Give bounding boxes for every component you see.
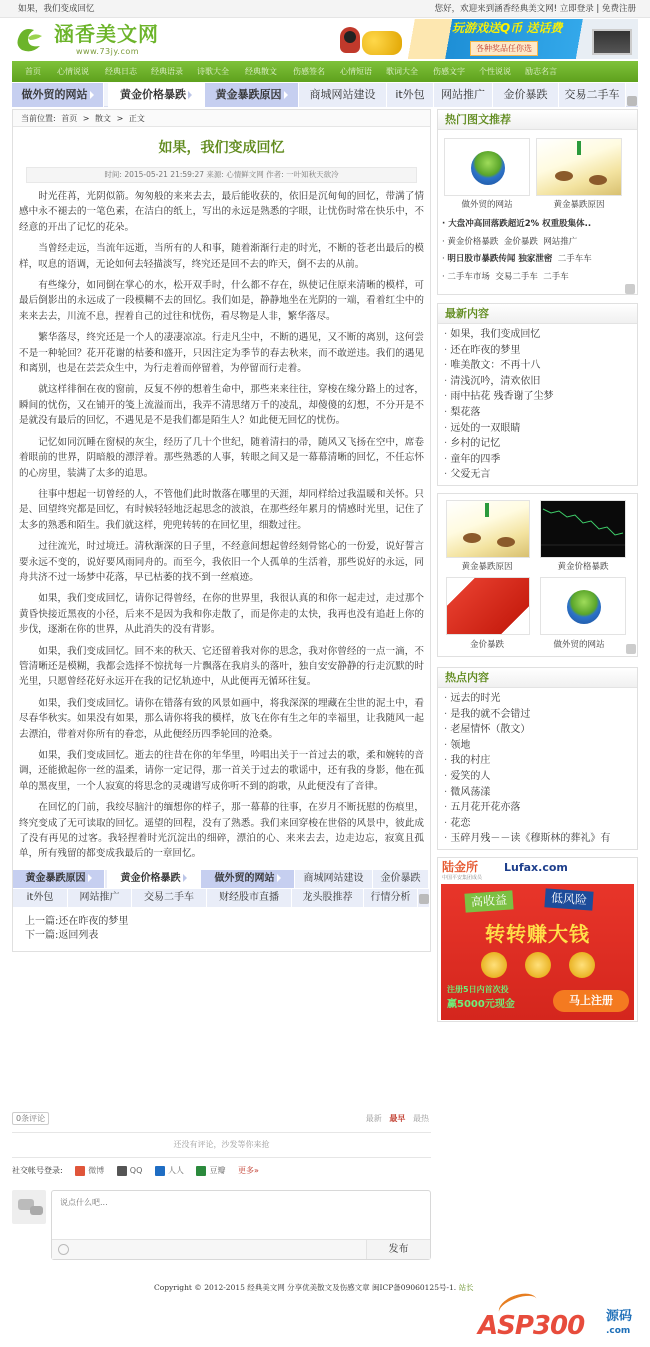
thumb-caption[interactable]: 做外贸的网站 [461, 200, 513, 210]
thumb-gold[interactable] [536, 138, 622, 196]
emoji-icon[interactable] [58, 1244, 69, 1255]
breadcrumb-sep: > [116, 114, 124, 123]
qq-icon [117, 1166, 127, 1176]
paragraph: 往事中想起一切曾经的人，不管他们此时散落在哪里的天涯，却同样给过我温暖和关怀。只是、回望终究都是回忆，有时候轻轻地泛起思念的波浪，在那些经年累月的情感时光里，记住了太多的熟悉和陌生。我们就这样，兜兜转转的在回忆里，细数过往。 [19, 488, 424, 531]
social-name: QQ [129, 1166, 143, 1175]
watermark-brand: ASP300 [478, 1311, 585, 1341]
article-meta: 时间: 2015-05-21 21:59:27 来源: 心情鲜文网 作者: 一叶知秋天欲冷 [26, 167, 417, 183]
social-name: 微博 [88, 1166, 105, 1175]
ad-promo: 注册5日内首次投 [447, 985, 509, 994]
douban-login[interactable] [196, 1165, 225, 1177]
hot-link-row: · 二手车市场 交易二手车 二手车 [442, 271, 569, 282]
keyword-link[interactable]: 金价暴跌 [373, 870, 429, 888]
arrow-icon [277, 874, 281, 882]
logo-icon [14, 24, 44, 54]
keyword-link[interactable] [13, 870, 105, 888]
keyword-link[interactable]: 行情分析 [364, 889, 418, 907]
nav-item[interactable]: 经典语录 [151, 67, 183, 76]
keyword-bar-bottom [13, 870, 429, 907]
list-item[interactable]: · 五月花开花亦落 [444, 800, 637, 816]
more-social-link[interactable]: 更多» [238, 1166, 259, 1175]
hot-panel [437, 667, 638, 850]
paragraph: 繁华落尽，终究还是一个人的凄凄凉凉。行走凡尘中，不断的遇见，又不断的离别，这何尝不是一种轮回？花开花谢的枯萎和盛开，只因注定为季节的春去秋来，而不敢逆违。我们的遇见和离别，也是在芸芸众生中，为行走着而停留着，为停留而行走着。 [19, 332, 424, 375]
paragraph: 时光荏苒，光阴似箭。匆匆般的来来去去，最后能收获的，依旧是沉甸甸的回忆，带满了情感中永不褪去的一笔色素，在洁白的纸上，写出的永远是熟悉的字眼，让忧伤时常在快乐中，不经意的开出了记忆的花朵。 [19, 191, 424, 233]
separator: | [596, 4, 600, 14]
coins-icon [362, 31, 402, 55]
avatar [12, 1190, 46, 1224]
list-item[interactable]: · 是我的就不会错过 [444, 707, 637, 723]
ad-badge-icon[interactable] [625, 284, 635, 294]
lufax-ad[interactable] [437, 857, 638, 1022]
paragraph: 记忆如同沉睡在窗棂的灰尘，经历了几十个世纪，随着清扫的帚，随风又飞扬在空中，席卷着眼前的世界，阴暗般的漂浮着。那些熟悉的人事，转眼之间又是一幕幕清晰的回忆，不任忘怀的心房里，装满了太多的追思。 [19, 436, 424, 479]
list-item[interactable]: · 领地 [444, 738, 637, 754]
keyword-link[interactable]: it外包 [13, 889, 68, 907]
weibo-icon [75, 1166, 85, 1176]
laptop-icon [592, 29, 632, 55]
post-button[interactable]: 发布 [366, 1240, 430, 1259]
panel-title: 热点内容 [438, 668, 637, 688]
list-item[interactable]: · 如果，我们变成回忆 [444, 327, 637, 343]
list-item[interactable]: · 清浅沉吟，清欢依旧 [444, 374, 637, 390]
ad-body [441, 884, 634, 1020]
figure-icon [589, 175, 607, 185]
hot-links [442, 216, 622, 286]
divider [12, 1157, 431, 1158]
keyword-link[interactable]: 龙头股推荐 [292, 889, 364, 907]
list-item[interactable]: · 乡村的记忆 [444, 436, 637, 452]
thumb-caption[interactable]: 黄金暴跌原因 [461, 562, 513, 572]
panel-title: 最新内容 [438, 304, 637, 324]
list-item[interactable]: · 童年的四季 [444, 452, 637, 468]
globe-icon [471, 151, 505, 185]
list-item[interactable]: · 梨花落 [444, 405, 637, 421]
logo-name: 涵香美文网 [54, 22, 159, 46]
keyword-bar [12, 83, 638, 107]
list-item[interactable]: · 玉碎月残－－读《穆斯林的葬礼》有 [444, 831, 637, 847]
list-item[interactable]: · 我的村庄 [444, 753, 637, 769]
welcome-text: 您好，欢迎来到涵香经典美文网! [434, 4, 557, 14]
breadcrumb [13, 110, 430, 127]
ad-headline: 转转赚大钱 [485, 922, 590, 946]
hot-link[interactable]: 交易二手车 [495, 271, 538, 282]
arrow-icon [188, 91, 192, 99]
social-label: 社交帐号登录: [12, 1166, 63, 1175]
keyword-label: 黄金暴跌原因 [215, 88, 282, 101]
hot-link-row: · 大盘冲高回落跌超近2% 权重股集体.. [442, 219, 592, 229]
speech-bubble-icon [30, 1206, 43, 1215]
social-name: 豆瓣 [209, 1166, 226, 1175]
watermark-logo [478, 1295, 648, 1345]
globe-icon [567, 590, 601, 624]
paragraph: 在回忆的门前，我绞尽脑汁的缅想你的样子，那一幕幕的往事，在岁月不断抚慰的伤痕里，终究变成了无可读取的回忆。遥望的回程，没有了熟悉。我们来回穿梭在世俗的风景中，彼此成了没有再见的过客。我轻捏着时光沉淀出的细碎，漂泊的心、来来去去，边走边忘，寂寞且孤单，所有残留的都变成我最后的一章回忆。 [19, 802, 424, 860]
down-arrow-icon [577, 141, 581, 155]
hot-link[interactable]: 二手车 [543, 271, 569, 282]
renren-icon [155, 1166, 165, 1176]
paragraph: 当曾经走远，当流年远逝，当所有的人和事，随着渐渐行走的时光，不断的苍老出最后的模样，叹息的语调，无论如何去轻描淡写，终究还是回不去的昨天，倒不去的从前。 [19, 243, 424, 270]
banner-sub: 各种奖品任你选 [470, 41, 538, 56]
keyword-row [13, 889, 429, 907]
keyword-label: 做外贸的网站 [21, 88, 88, 101]
keyword-label: 黄金价格暴跌 [120, 872, 181, 884]
ad-brand-cn: 陆金所 [442, 860, 479, 874]
comment-box [51, 1190, 431, 1260]
latest-panel [437, 303, 638, 486]
page-title-small: 如果，我们变成回忆 [18, 4, 95, 14]
arrow-icon [90, 91, 94, 99]
list-item[interactable]: · 雨中拈花 残香谢了尘梦 [444, 389, 637, 405]
list-item[interactable]: · 花恋 [444, 816, 637, 832]
keyword-label: 黄金暴跌原因 [25, 872, 86, 884]
comment-count: 0条评论 [12, 1112, 49, 1125]
ad-badge-icon[interactable] [626, 644, 636, 654]
keyword-link[interactable] [107, 870, 201, 888]
thumb-caption[interactable]: 黄金价格暴跌 [557, 562, 609, 572]
weibo-login[interactable] [75, 1165, 104, 1177]
paragraph: 如果，我们变成回忆。请你在错落有致的风景如画中，将我深深的埋藏在尘世的泥土中，看尽春华秋实。如果没有如果，那么请你将我的模样，放飞在你有生之年的幸福里，让我随风一起去漂泊，带着对你所有的眷恋，从此便经历四季轮回的沧桑。 [19, 697, 424, 740]
hot-list [438, 688, 637, 847]
thumb-caption[interactable]: 黄金暴跌原因 [553, 200, 605, 210]
ad-tag: 低风险 [544, 888, 593, 910]
keyword-link[interactable]: 商城网站建设 [295, 870, 373, 888]
ad-brand-en: Lufax.com [504, 861, 568, 874]
hot-pics-panel [437, 109, 638, 295]
breadcrumb-sep: > [82, 114, 90, 123]
pic-grid-panel [437, 493, 638, 657]
penguin-icon [340, 27, 360, 53]
nav-item[interactable]: 心情说说 [57, 67, 89, 76]
list-item[interactable]: · 远处的一双眼睛 [444, 421, 637, 437]
article-title: 如果，我们变成回忆 [158, 140, 285, 156]
banner-headline: 玩游戏送Q币 送话费 [452, 21, 563, 35]
keyword-link[interactable] [12, 83, 104, 107]
keyword-label: 做外贸的网站 [214, 872, 275, 884]
nav-item[interactable]: 经典日志 [105, 67, 137, 76]
qq-login[interactable] [117, 1165, 143, 1177]
prev-link[interactable]: 还在昨夜的梦里 [58, 915, 129, 927]
keyword-link[interactable] [108, 83, 205, 107]
nav-item[interactable]: 心情短语 [340, 67, 372, 76]
nav-item[interactable]: 歌词大全 [386, 67, 418, 76]
user-links [435, 0, 636, 18]
nav-item[interactable]: 励志名言 [525, 67, 557, 76]
empty-comments: 还没有评论，沙发等你来抢 [173, 1140, 270, 1149]
thumb-price-drop[interactable] [446, 577, 530, 635]
keyword-link[interactable]: 交易二手车 [559, 83, 626, 107]
hot-link[interactable]: 大盘冲高回落跌超近2% 权重股集体.. [448, 219, 592, 229]
ad-cta-button[interactable]: 马上注册 [553, 990, 629, 1012]
footer [154, 1282, 484, 1293]
prev-label: 上一篇: [25, 915, 59, 927]
list-item[interactable]: · 微风荡漾 [444, 785, 637, 801]
hot-link-row: · 明日股市暴跌传闻 独家泄密 二手车车 [442, 254, 592, 264]
comment-input[interactable] [52, 1191, 430, 1239]
paragraph: 有些缘分，如同倒在掌心的水，松开双手时，什么都不存在，纵使记住原来清晰的模样，可最后倒影出的永远成了一段模糊不去的回忆。我们如是，静静地坐在光阴的一端，看着红尘中的来来去去，川流不息，捏着自己的过往和忧伤，看尽物是人非，繁华落尽。 [19, 280, 424, 322]
list-item[interactable]: · 还在昨夜的梦里 [444, 343, 637, 359]
site-logo[interactable] [14, 22, 164, 58]
ad-tag: 高收益 [464, 890, 513, 912]
douban-icon [196, 1166, 206, 1176]
header-banner-ad[interactable] [334, 19, 638, 59]
main-nav [12, 61, 638, 82]
register-link[interactable]: 免费注册 [601, 4, 636, 14]
ad-badge-icon[interactable] [419, 894, 429, 904]
footer-link[interactable]: 站长 [458, 1283, 474, 1292]
breadcrumb-home[interactable]: 首页 [61, 114, 78, 123]
keyword-link[interactable]: 交易二手车 [132, 889, 207, 907]
nav-item[interactable]: 伤感文字 [433, 67, 465, 76]
thumb-globe[interactable] [540, 577, 626, 635]
next-label: 下一篇: [25, 929, 59, 941]
top-bar [0, 0, 650, 18]
logo-url: www.73jy.com [76, 47, 140, 56]
watermark-com: .com [606, 1326, 631, 1336]
list-item[interactable]: · 爱笑的人 [444, 769, 637, 785]
prev-next-nav [25, 915, 430, 943]
keyword-link[interactable]: 金价暴跌 [493, 83, 559, 107]
figure-icon [463, 533, 481, 543]
nav-item[interactable]: 个性说说 [479, 67, 511, 76]
figure-icon [497, 537, 515, 547]
thumb-globe[interactable] [444, 138, 530, 196]
thumb-stock-chart[interactable] [540, 500, 626, 558]
watermark-cn: 源码 [606, 1309, 633, 1324]
comments-section [12, 1112, 474, 1293]
figure-icon [555, 171, 573, 181]
keyword-link[interactable]: 商城网站建设 [299, 83, 387, 107]
breadcrumb-category[interactable]: 散文 [95, 114, 112, 123]
header [0, 18, 650, 60]
paragraph: 如果，我们变成回忆。回不来的秋天、它还留着我对你的思念，我对你曾经的一点一滴，不管清晰还是模糊，我都会选择不惊扰每一片飘落在我肩头的落叶，独自安安静静的行走沉默的时光里，只愿曾经花好永远开在我的记忆轨迹中，从此便再无循环往复。 [19, 645, 424, 688]
keyword-label: 黄金价格暴跌 [120, 88, 186, 101]
article-body [19, 189, 424, 862]
down-arrow-icon [485, 503, 489, 517]
sort-oldest[interactable]: 最早 [389, 1114, 406, 1123]
copyright: Copyright © 2012-2015 经典美文网 分享优美散文及伤感文章 闽ICP备09060125号-1. [154, 1283, 457, 1292]
nav-item[interactable]: 首页 [25, 67, 41, 76]
hot-link[interactable]: 二手车市场 [447, 271, 490, 282]
coin-icon [481, 952, 507, 978]
hot-link[interactable]: 二手车车 [557, 254, 592, 264]
keyword-link[interactable]: it外包 [387, 83, 434, 107]
ad-promo: 赢5000元现金 [447, 999, 515, 1010]
paragraph: 如果，我们变成回忆，请你记得曾经，在你的世界里，我很认真的和你一起走过，走过那个黄昏快接近黑夜的小径，后来不是因为我和你走散了，而是你走的太快，我再也没有追赶上你的步伐，逐渐在你的世界，从此消失的没有背影。 [19, 593, 424, 636]
nav-item[interactable]: 诗歌大全 [197, 67, 229, 76]
thumb-caption[interactable]: 金价暴跌 [469, 640, 504, 650]
comment-toolbar [52, 1239, 430, 1259]
comment-header [12, 1112, 431, 1128]
comment-sort [366, 1112, 429, 1125]
keyword-link[interactable]: 财经股市直播 [207, 889, 292, 907]
keyword-link[interactable] [205, 83, 299, 107]
keyword-row [13, 870, 429, 888]
breadcrumb-current: 正文 [128, 114, 145, 123]
thumb-gold[interactable] [446, 500, 530, 558]
nav-item[interactable]: 经典散文 [245, 67, 277, 76]
breadcrumb-label: 当前位置: [21, 114, 56, 123]
ad-brand-sub: 中国平安集团成员 [442, 875, 483, 881]
renren-login[interactable] [155, 1165, 184, 1177]
next-article [25, 929, 430, 943]
hot-link[interactable]: 网站推广 [543, 236, 578, 247]
nav-item[interactable]: 伤感签名 [293, 67, 325, 76]
arrow-icon [183, 874, 187, 882]
latest-list [438, 324, 637, 483]
paragraph: 就这样徘徊在夜的窗前，反复不停的想着生命中，那些来来往往，穿梭在缘分路上的过客，瞬间的忧伤，又在铺开的笺上流溢而出，我弄不清思绪万千的凌乱，却傻傻的幻想，不分开是不是就没有最后的回忆，不遇见是不是我们都是陌生人？如此便无回忆的忧伤。 [19, 384, 424, 427]
keyword-link[interactable]: 网站推广 [434, 83, 493, 107]
keyword-link[interactable]: 网站推广 [68, 889, 132, 907]
paragraph: 如果，我们变成回忆。逝去的往昔在你的年华里，吟唱出关于一首过去的歌，柔和婉转的音调，还能掀起你一丝的温柔，请你一定记得，那一首关于过去的歌谣中，还有我的身影，他在孤单的黑夜里，一个人寂寞的将思念的灵魂谱写成你听不到的韵歌，从此便没有了音律。 [19, 750, 424, 792]
hot-link[interactable]: 明日股市暴跌传闻 独家泄密 [447, 254, 553, 264]
hot-link[interactable]: 金价暴跌 [503, 236, 538, 247]
next-link[interactable]: 返回列表 [58, 929, 99, 941]
login-link[interactable]: 立即登录 [559, 4, 594, 14]
thumb-caption[interactable]: 做外贸的网站 [553, 640, 605, 650]
coin-icon [569, 952, 595, 978]
social-login [12, 1165, 431, 1177]
panel-title: 热门图文推荐 [438, 110, 637, 130]
arrow-icon [284, 91, 288, 99]
hot-link-row: · 黄金价格暴跌 金价暴跌 网站推广 [442, 236, 578, 247]
comment-compose [12, 1190, 431, 1260]
arrow-icon [88, 874, 92, 882]
paragraph: 过往流光，时过境迁。清秋渐深的日子里，不经意间想起曾经刻骨铭心的一份爱，说好誓言要永远不变的，说好要风雨同舟的。而至今，我依旧一个人孤单的生活着，那些说好的永远，同舟共济不过一场梦中花落，早已枯萎的找不到一丝痕迹。 [19, 541, 424, 583]
coin-icon [525, 952, 551, 978]
list-item[interactable]: · 唯美散文：不再十八 [444, 358, 637, 374]
article-container [12, 109, 431, 952]
stock-chart-icon [541, 501, 626, 558]
list-item[interactable]: · 远去的时光 [444, 691, 637, 707]
ad-badge-icon[interactable] [627, 96, 637, 106]
prev-article [25, 915, 430, 929]
list-item[interactable]: · 父爱无言 [444, 467, 637, 483]
sort-newest[interactable]: 最新 [365, 1114, 382, 1123]
keyword-link[interactable] [201, 870, 295, 888]
social-name: 人人 [167, 1166, 184, 1175]
hot-link[interactable]: 黄金价格暴跌 [447, 236, 499, 247]
sort-hottest[interactable]: 最热 [413, 1114, 429, 1123]
list-item[interactable]: · 老屋情怀（散文） [444, 722, 637, 738]
